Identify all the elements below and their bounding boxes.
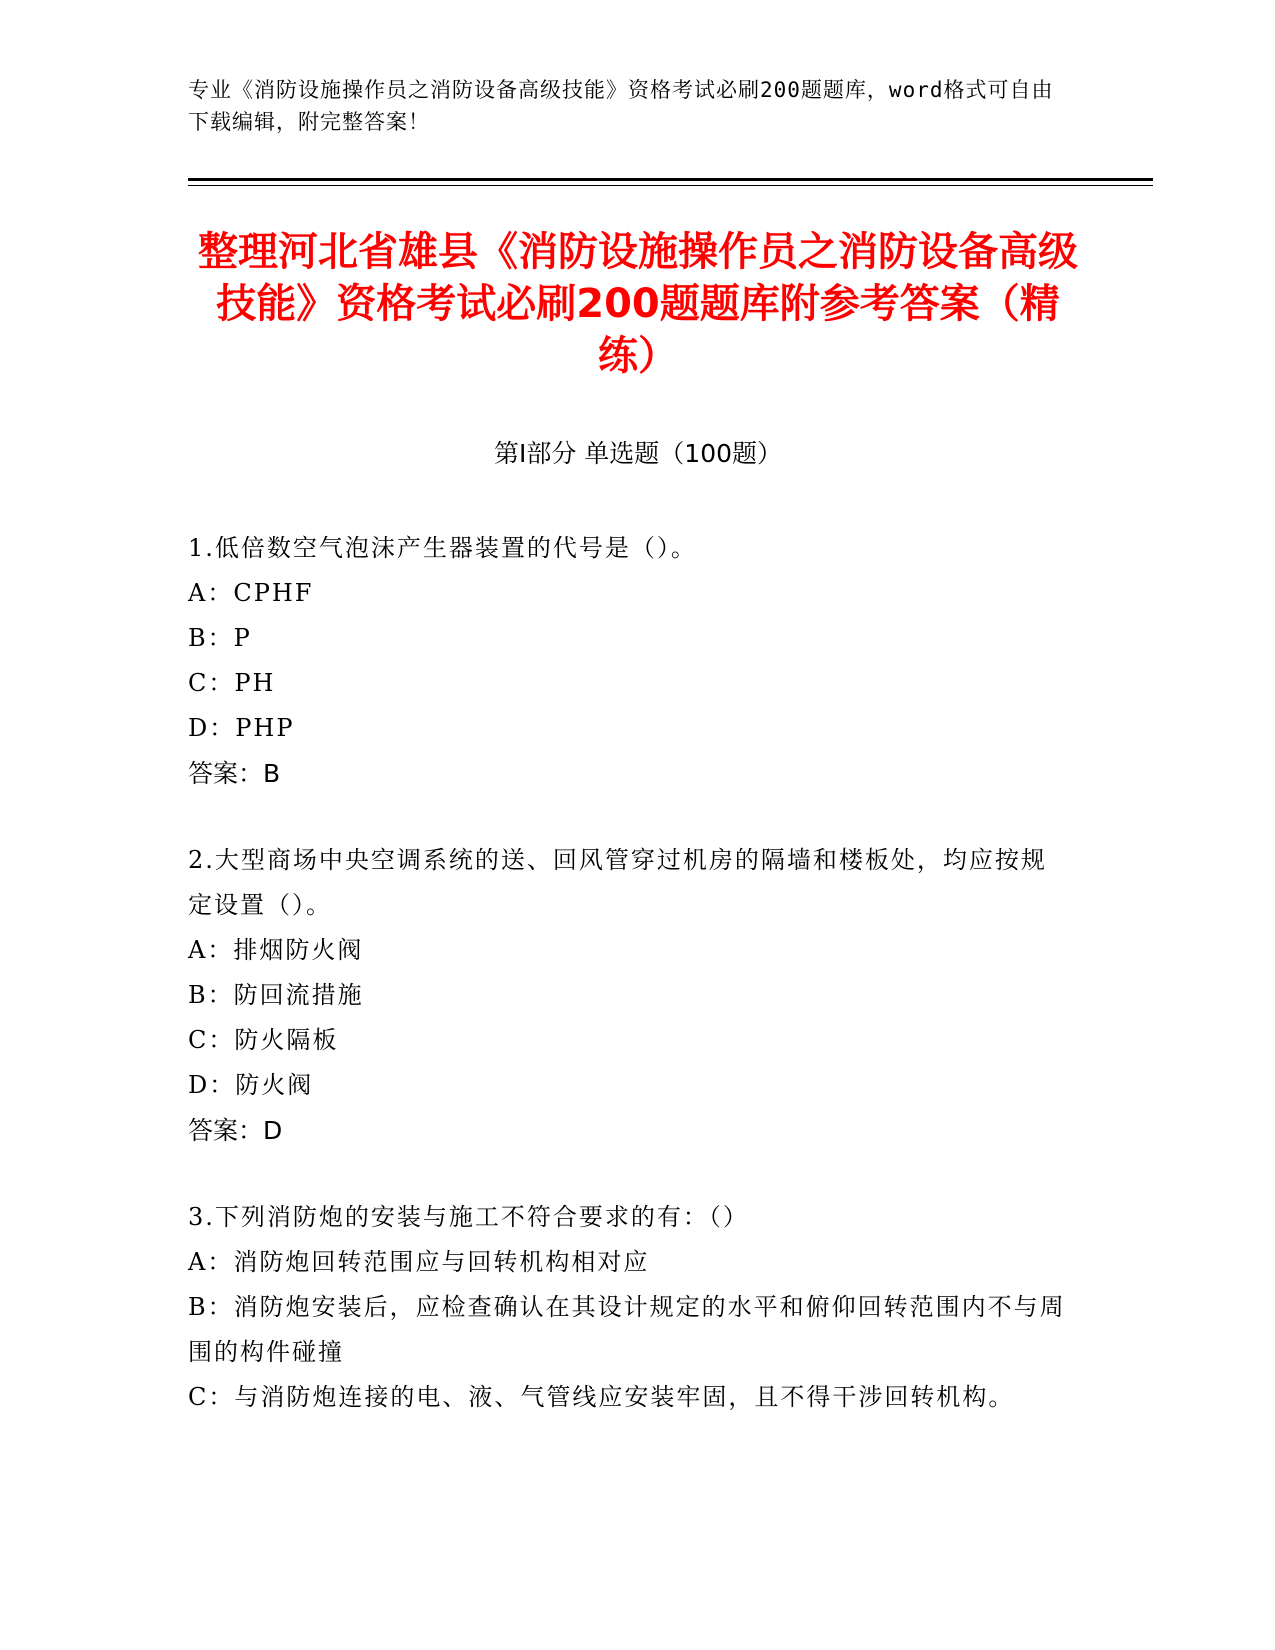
- option-b: B：P: [188, 624, 252, 652]
- question-stem: 2.大型商场中央空调系统的送、回风管穿过机房的隔墙和楼板处，均应按规定设置（）。: [188, 846, 1047, 919]
- header-divider-thin: [188, 185, 1153, 186]
- option-c: C：PH: [188, 669, 276, 697]
- question-stem: 1.低倍数空气泡沫产生器装置的代号是（）。: [188, 534, 697, 562]
- question-2: [188, 838, 1068, 1153]
- header-divider-thick: [188, 178, 1153, 181]
- document-title: 整理河北省雄县《消防设施操作员之消防设备高级技能》资格考试必刷200题题库附参考答案（精练）: [198, 229, 1078, 379]
- option-c: C：防火隔板: [188, 1026, 339, 1054]
- question-1: [188, 526, 1068, 796]
- option-a: A：消防炮回转范围应与回转机构相对应: [188, 1248, 650, 1276]
- option-a: A：排烟防火阀: [188, 936, 364, 964]
- question-3: [188, 1195, 1068, 1420]
- answer-line: 答案：B: [188, 759, 281, 788]
- option-b: B：消防炮安装后，应检查确认在其设计规定的水平和俯仰回转范围内不与周围的构件碰撞: [188, 1293, 1066, 1366]
- header-note: 专业《消防设施操作员之消防设备高级技能》资格考试必刷200题题库，word格式可自由下载编辑，附完整答案！: [188, 78, 1054, 134]
- option-b: B：防回流措施: [188, 981, 364, 1009]
- question-list: [188, 526, 1068, 1462]
- answer-line: 答案：D: [188, 1116, 283, 1145]
- section-heading: 第I部分 单选题（100题）: [493, 439, 783, 468]
- option-a: A：CPHF: [188, 579, 314, 607]
- option-d: D：防火阀: [188, 1071, 314, 1099]
- option-c: C：与消防炮连接的电、液、气管线应安装牢固，且不得干涉回转机构。: [188, 1383, 1015, 1411]
- question-stem: 3.下列消防炮的安装与施工不符合要求的有：（）: [188, 1203, 749, 1231]
- option-d: D：PHP: [188, 714, 295, 742]
